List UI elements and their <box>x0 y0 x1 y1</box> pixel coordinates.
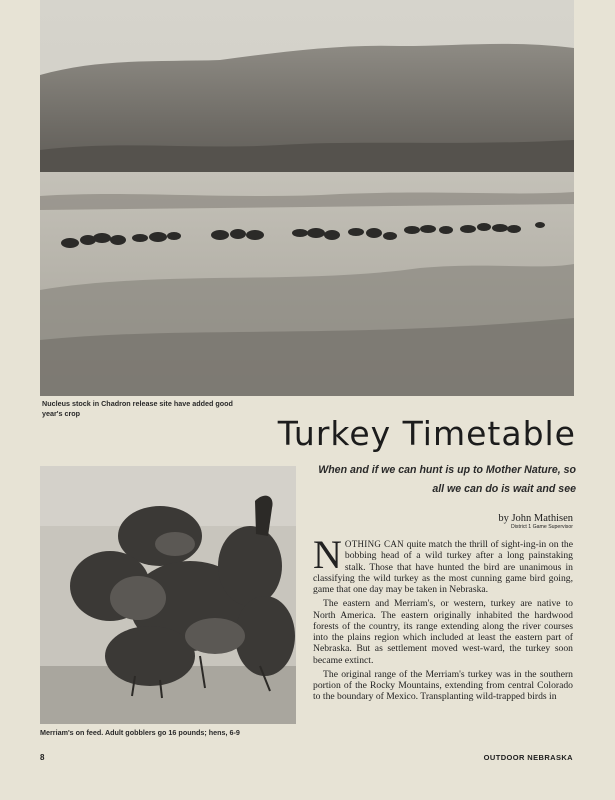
author-role: District 1 Game Supervisor <box>511 524 573 530</box>
drop-cap: N <box>313 539 342 577</box>
top-photo-caption: Nucleus stock in Chadron release site have added good year's crop <box>42 399 233 418</box>
page-number: 8 <box>40 753 45 762</box>
author-name: by John Mathisen <box>498 513 573 524</box>
bottom-photo-turkeys-feeding <box>40 466 296 724</box>
magazine-name: OUTDOOR NEBRASKA <box>483 753 573 762</box>
byline <box>430 513 573 530</box>
article-body <box>313 539 573 729</box>
bottom-photo-caption: Merriam's on feed. Adult gobblers go 16 pounds; hens, 6-9 <box>40 728 240 737</box>
article-title: Turkey Timetable <box>277 414 576 453</box>
feeding-turkeys-image <box>40 466 296 724</box>
paragraph-2: The eastern and Merriam's, or western, turkey are native to North America. The eastern originally inhabited the hardwood forests of the country, its range extending along the river courses into the plains region which included at least the eastern part of Nebraska. But as settlement moved west-ward, the turkey soon became extinct. <box>313 598 573 666</box>
article-subtitle: When and if we can hunt is up to Mother Nature, so all we can do is wait and see <box>318 464 576 495</box>
lead-in: OTHING CAN <box>344 539 404 549</box>
paragraph-3: The original range of the Merriam's turkey was in the southern portion of the Rocky Mountains, extending from central Colorado to the boundary of Mexico. Transplanting wild-trapped birds in <box>313 668 573 703</box>
turkey-flock-image <box>40 0 574 396</box>
paragraph-1 <box>313 539 573 595</box>
paragraph-1-text: quite match the thrill of sight-ing-in on the bobbing head of a wild turkey after a long painstaking stalk. Those that have hunted the bird are unanimous in classifying the wild turkey as the most cunning game bird going, game that one day may be taken in Nebraska. <box>313 539 573 595</box>
top-photo-turkey-flock <box>40 0 574 396</box>
